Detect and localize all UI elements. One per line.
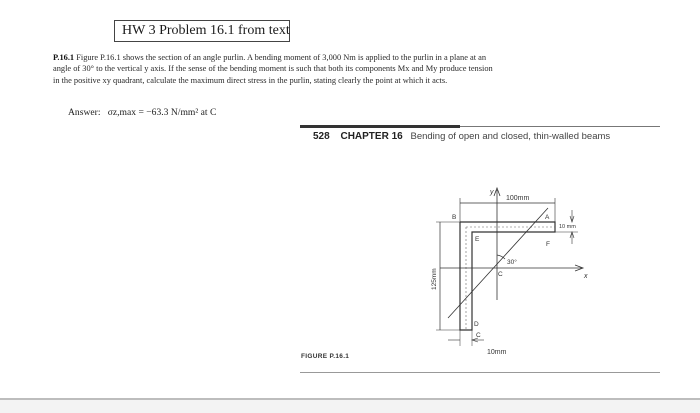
chapter-page-number: 528 [313, 131, 330, 142]
label-A: A [545, 214, 550, 221]
label-C-center: C [498, 271, 503, 278]
chapter-subtitle: Bending of open and closed, thin-walled beams [410, 131, 611, 142]
label-thickness-top: 10 mm [559, 224, 576, 230]
label-top-width: 100mm [506, 195, 530, 202]
label-B: B [452, 214, 457, 221]
problem-text: Figure P.16.1 shows the section of an angle purlin. A bending moment of 3,000 Nm is applied to the purlin in a plane at an angle of 30° to the vertical y axis. If the sense of the bending moment is such that both its components Mx and My produce tension in the positive xy quadrant, calculate the maximum direct stress in the purlin, stating clearly the point at which it acts. [53, 53, 493, 85]
page-bottom-rule [300, 372, 660, 373]
moment-plane-line [448, 208, 548, 318]
answer-label: Answer: [68, 107, 101, 118]
label-x-axis: x [584, 273, 588, 280]
answer-value: σz,max = −63.3 N/mm² at C [107, 107, 217, 118]
label-D: D [474, 321, 479, 328]
page-title: HW 3 Problem 16.1 from text [114, 20, 290, 42]
label-y-axis: y [490, 189, 494, 196]
figure-caption: FIGURE P.16.1 [301, 353, 350, 360]
label-angle: 30° [507, 259, 517, 266]
chapter-title: CHAPTER 16 [340, 131, 403, 142]
label-F: F [546, 241, 550, 248]
label-thickness-bottom: 10mm [487, 349, 507, 356]
label-height: 125mm [431, 268, 438, 290]
label-C: C [476, 332, 481, 339]
problem-number: P.16.1 [53, 53, 75, 62]
label-E: E [475, 236, 480, 243]
